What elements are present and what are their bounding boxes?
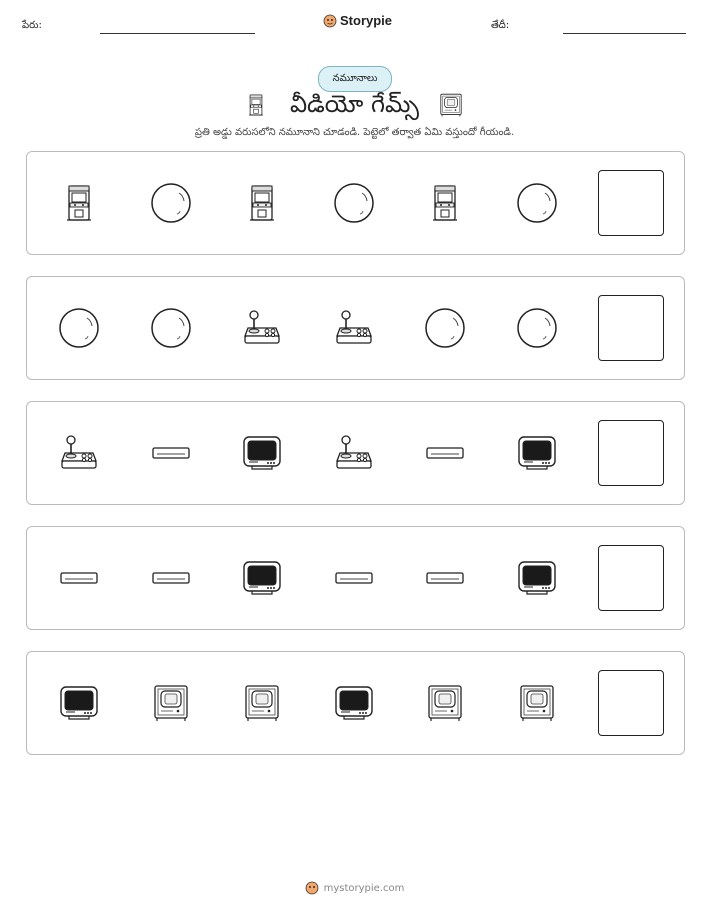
crt-tv-icon [423, 681, 467, 725]
footer [0, 881, 709, 895]
cartridge-icon [149, 431, 193, 475]
pattern-row [26, 526, 685, 630]
crt-tv-icon [515, 681, 559, 725]
ball-icon [515, 306, 559, 350]
cartridge-icon [423, 556, 467, 600]
topic-badge: నమూనాలు [318, 66, 392, 92]
worksheet-header [0, 0, 709, 50]
cartridge-icon [423, 431, 467, 475]
arcade-cabinet-icon [423, 181, 467, 225]
ball-icon [149, 181, 193, 225]
date-line[interactable] [563, 33, 686, 34]
answer-box[interactable] [598, 170, 664, 236]
answer-box[interactable] [598, 420, 664, 486]
storypie-mascot-icon [323, 14, 337, 28]
crt-tv-icon [149, 681, 193, 725]
name-label: పేరు: [22, 20, 42, 31]
pattern-row [26, 651, 685, 755]
storypie-mascot-icon [305, 881, 319, 895]
ball-icon [515, 181, 559, 225]
crt-tv-icon [240, 681, 284, 725]
brand-name: Storypie [340, 13, 393, 28]
pattern-row [26, 151, 685, 255]
joystick-icon [332, 306, 376, 350]
ball-icon [57, 306, 101, 350]
monitor-icon [515, 556, 559, 600]
monitor-icon [332, 681, 376, 725]
date-label: తేదీ: [491, 20, 510, 31]
page-title: వీడియో గేమ్స్ [289, 90, 420, 118]
arcade-cabinet-icon [57, 181, 101, 225]
cartridge-icon [332, 556, 376, 600]
cartridge-icon [57, 556, 101, 600]
cartridge-icon [149, 556, 193, 600]
monitor-icon [240, 431, 284, 475]
ball-icon [149, 306, 193, 350]
ball-icon [332, 181, 376, 225]
joystick-icon [240, 306, 284, 350]
pattern-row [26, 401, 685, 505]
footer-url: mystorypie.com [323, 882, 405, 894]
joystick-icon [57, 431, 101, 475]
arcade-cabinet-icon [240, 181, 284, 225]
monitor-icon [515, 431, 559, 475]
crt-tv-icon [437, 90, 465, 120]
ball-icon [423, 306, 467, 350]
answer-box[interactable] [598, 295, 664, 361]
answer-box[interactable] [598, 670, 664, 736]
monitor-icon [57, 681, 101, 725]
monitor-icon [240, 556, 284, 600]
brand-logo [323, 13, 392, 28]
instructions: ప్రతి అడ్డు వరుసలోని నమూనాని చూడండి. పెట్టెలో తర్వాత ఏమి వస్తుందో గీయండి. [194, 127, 515, 138]
answer-box[interactable] [598, 545, 664, 611]
joystick-icon [332, 431, 376, 475]
pattern-row [26, 276, 685, 380]
name-line[interactable] [100, 33, 255, 34]
